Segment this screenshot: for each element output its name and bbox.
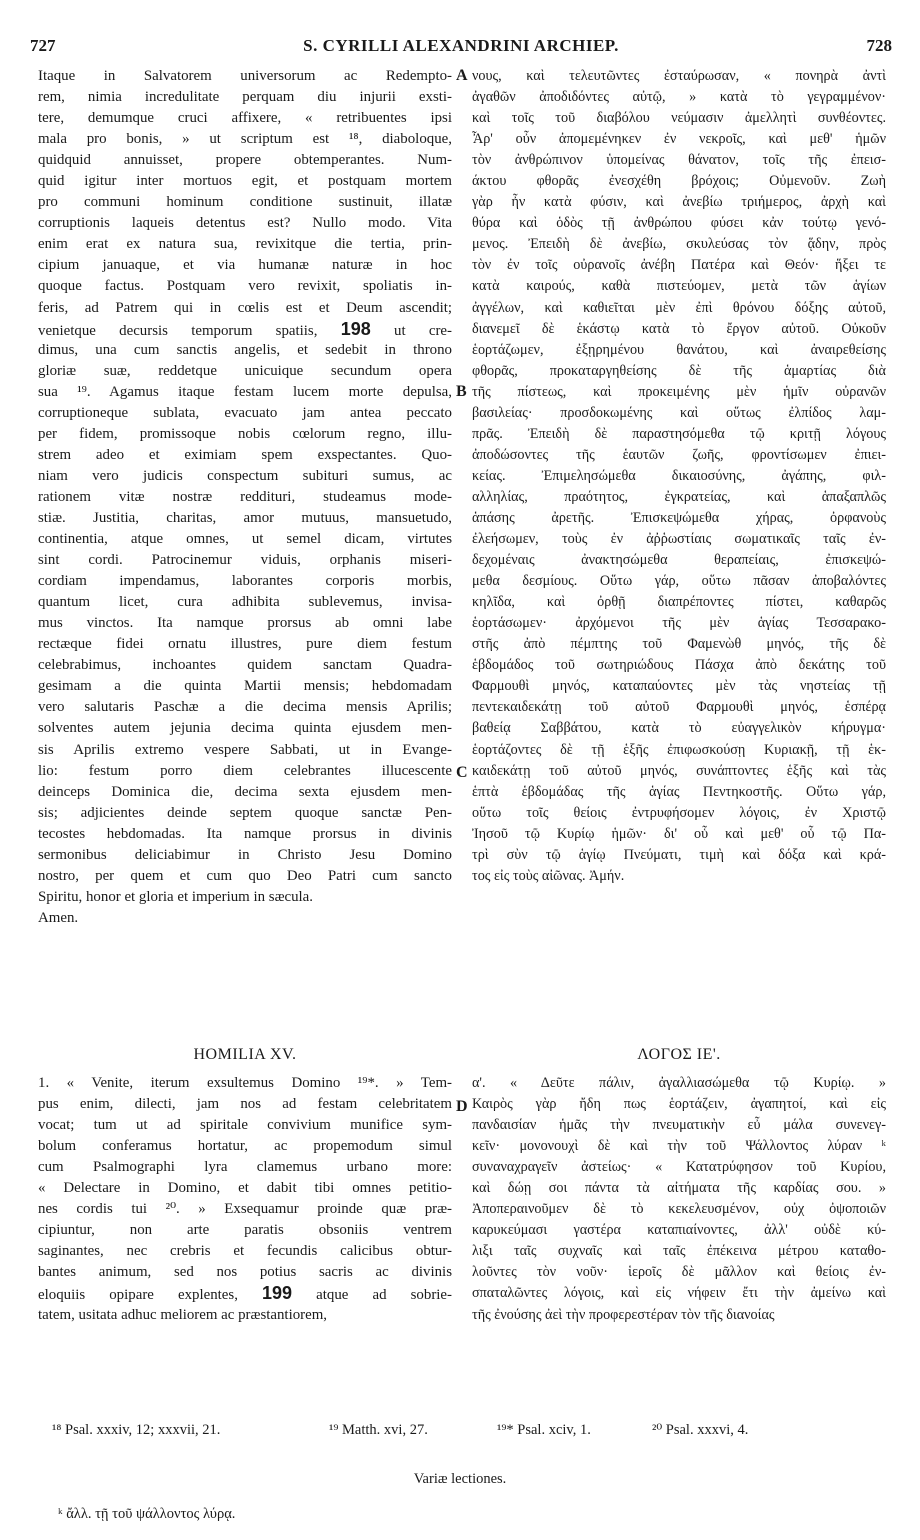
text-line: niam vero judicis conspectum subituri sumus, ac	[38, 467, 452, 484]
text-line: deinceps Dominica die, decima sexta ejusdem men-	[38, 783, 452, 800]
section-marker-c: C	[456, 764, 468, 781]
text-line: cipium januaque, et via humanæ naturæ in hoc	[38, 257, 452, 274]
text-line: φθορᾶς, προκαταργηθείσης δὲ τῆς ἁμαρτίας διὰ	[472, 362, 886, 379]
footnotes	[52, 1422, 892, 1444]
text-line: ἑορτάζωμεν, ἐξῃρημένου θανάτου, καὶ ἀναιρεθείσης	[472, 341, 886, 358]
text-line: οὕτω τοῖς θείοις ἐντρυφήσομεν λόγοις, ἐν Χριστῷ	[472, 804, 886, 821]
section-marker-a: A	[456, 67, 468, 84]
variae-lectiones-heading: Variæ lectiones.	[413, 1471, 507, 1487]
text-line: τῆς πίστεως, καὶ προκειμένης μὲν ἡμῖν οὐρανῶν	[472, 383, 886, 400]
text-line: μενος. Ἐπειδὴ δὲ ἀνεβίω, σκυλεύσας τὸν ᾅδην, πρὸς	[472, 236, 886, 253]
greek-column-bottom	[472, 1073, 886, 1326]
text-line: πεντεκαιδεκάτῃ τοῦ αὐτοῦ Φαρμουθὶ μηνός, ἑσπέρᾳ	[472, 699, 886, 716]
text-line: stiæ. Justitia, charitas, amor mutuus, mansuetudo,	[38, 509, 452, 526]
text-line: pro communi hominum conditione sustinuit, illatæ	[38, 194, 452, 211]
text-line: βασιλείας· προσδοκωμένης καὶ οὕτως ἐλπίδος λαμ-	[472, 404, 886, 421]
text-line: στῆς ἀπὸ πέμπτης τοῦ Φαμενὼθ μηνός, τῆς δὲ	[472, 636, 886, 653]
text-line: nes cordis tui ²⁰. » Exsequamur proinde quæ præ-	[38, 1201, 452, 1218]
text-line: corruptionis laqueis detentus est? Nullo modo. Vita	[38, 215, 452, 232]
text-line: sint cordi. Patrocinemur viduis, orphanis miseri-	[38, 552, 452, 569]
text-line: venietque decursis temporum spatiis, 198 ut cre-	[38, 318, 452, 339]
text-line: κεῖν· μονονουχὶ δὲ καὶ τὴν τοῦ Ψάλλοντος λύραν ᵏ	[472, 1138, 886, 1155]
text-line: συναναχραγεῖν ἀστείως· « Κατατρύφησον τοῦ Κυρίου,	[472, 1159, 886, 1176]
text-line: « Delectare in Domino, et dabit tibi omnes petitio-	[38, 1180, 452, 1197]
text-line: quidquid annuisset, propere obtemperantes. Num-	[38, 152, 452, 169]
text-line: μεθα δεσμίους. Οὕτω γάρ, οὕτω πᾶσαν ἀποβαλόντες	[472, 573, 886, 590]
text-line: ἀποδώσοντες τῆς ἑαυτῶν ζωῆς, φροντίσωμεν ἐπιει-	[472, 446, 886, 463]
text-line: ἑορτάσωμεν· ἀρχόμενοι τῆς μὲν ἁγίας Τεσσαρακο-	[472, 615, 886, 632]
text-line: eloquiis opipare explentes, 199 atque ad sobrie-	[38, 1283, 452, 1304]
text-line: gesimam a die quinta Martii mensis; hebdomadam	[38, 678, 452, 695]
text-line: vero salutaris Paschæ a die decima mensis Aprilis;	[38, 699, 452, 716]
text-line: τὸν ἀνθρώπινον ὑπομείνας θάνατον, τοῖς τῆς ἐπεισ-	[472, 152, 886, 169]
text-line: κατὰ καιρούς, καθὰ πιστεύομεν, μετὰ τῶν ἁγίων	[472, 278, 886, 295]
column-number: 199	[262, 1283, 293, 1304]
text-line: saginantes, nec crebris et fecundis calicibus obtur-	[38, 1243, 452, 1260]
text-line: νους, καὶ τελευτῶντες ἐσταύρωσαν, « πονηρὰ ἀντὶ	[472, 68, 886, 84]
text-line: quoque factus. Postquam vero revixit, spoliatis in-	[38, 278, 452, 295]
text-line: Ἆρ' οὖν ἀπομεμένηκεν ἐν νεκροῖς, καὶ μεθ' ἡμῶν	[472, 131, 886, 148]
text-line: bantes animum, sed nos potius sacris ac divinis	[38, 1264, 452, 1281]
text-line: tere, demumque cruci affixere, « retribuentes ipsi	[38, 110, 452, 127]
section-marker-b: B	[456, 383, 467, 400]
text-line: corruptioneque sublata, evacuato jam antea peccato	[38, 404, 452, 421]
text-line: καρυκεύμασι γαστέρα καταπιαίνοντες, ἀλλ' οὐδὲ κύ-	[472, 1222, 886, 1239]
section-marker-d: D	[456, 1098, 468, 1115]
text-line: Καιρὸς γὰρ ἤδη πως ἑορτάζειν, ἀγαπητοί, καὶ εἰς	[472, 1096, 886, 1113]
text-line: α'. « Δεῦτε πάλιν, ἀγαλλιασώμεθα τῷ Κυρίῳ. »	[472, 1075, 886, 1091]
text-line: λιξι ταῖς συχναῖς καὶ ταῖς ἐπέκεινα μέτρου καταθο-	[472, 1243, 886, 1260]
text-line: ἀγαθῶν ἀποδιδόντες αὐτῷ, » κατὰ τὸ γεγραμμένον·	[472, 89, 886, 106]
latin-column-bottom	[38, 1073, 452, 1326]
text-line: Itaque in Salvatorem universorum ac Redempto-	[38, 68, 452, 84]
text-line: ἑβδομάδος τοῦ σωτηριώδους Πάσχα ἀπὸ δεκάτης τοῦ	[472, 657, 886, 674]
text-line: θύρα καὶ ὁδὸς τῇ ἀνθρώπου φύσει κἀν τούτῳ γενό-	[472, 215, 886, 232]
text-line: continentia, atque omnes, ut semel dicam, virtutes	[38, 531, 452, 548]
text-line: άκτου φθορᾶς ἐνεσχέθη βρόχοις; Οὐμενοῦν. Ζωὴ	[472, 173, 886, 190]
text-line: bolum conferamus hortatur, ac propemodum simul	[38, 1138, 452, 1155]
text-line: τῆς ἐνούσης ἀεὶ τὴν προφερεστέραν τὸν τῆς διανοίας	[472, 1306, 775, 1323]
footnote-19-star: ¹⁹* Psal. xciv, 1.	[497, 1422, 591, 1438]
text-line: strem adeo et eximiam spem exspectantes. Quo-	[38, 446, 452, 463]
greek-column-top	[472, 66, 886, 887]
text-line: Spiritu, honor et gloria et imperium in sæcula.	[38, 888, 314, 905]
text-line: mala pro bonis, » ut scriptum est ¹⁸, diaboloque,	[38, 131, 452, 148]
text-line: διανεμεῖ δὲ ἑκάστῳ κατὰ τὸ ἔργον αὐτοῦ. Οὐκοῦν	[472, 320, 886, 337]
text-line: τρὶ σὺν τῷ ἁγίῳ Πνεύματι, τιμὴ καὶ δόξα καὶ κρά-	[472, 846, 886, 863]
text-line: rationem vitæ nostræ reddituri, studeamus mode-	[38, 488, 452, 505]
text-line: cipiuntur, non arte paratis obsoniis ventrem	[38, 1222, 452, 1239]
text-line: αλληλίας, πραότητος, ἐγκρατείας, καὶ ἁπαξαπλῶς	[472, 488, 886, 505]
text-line: tatem, usitata adhuc meliorem ac præstantiorem,	[38, 1306, 328, 1323]
text-line: sis; adjicientes deinde septem quoque sanctæ Pen-	[38, 804, 452, 821]
latin-column-top	[38, 66, 452, 929]
text-line: sis Aprilis extremo vespere Sabbati, ut in Evange-	[38, 741, 452, 758]
text-line: ἐλεήσωμεν, τοὺς ἐν ἀῤῥωστίαις σωματικαῖς ταῖς ἐν-	[472, 531, 886, 548]
text-line: πρᾶς. Ἐπειδὴ δὲ παραστησόμεθα τῷ κριτῇ λόγους	[472, 425, 886, 442]
text-line: mus vinctos. Ita namque prorsus ab omni labe	[38, 615, 452, 632]
text-line: lio: festum porro diem celebrantes illucescente	[38, 762, 452, 779]
page-number-right: 728	[866, 36, 892, 55]
footnote-20: ²⁰ Psal. xxxvi, 4.	[652, 1422, 749, 1438]
text-line: rem, nimia incredulitate perquam diu injurii exsti-	[38, 89, 452, 106]
text-line: ἁπάσης ἀρετῆς. Ἐπισκεψώμεθα χήρας, ὀρφανοὺς	[472, 509, 886, 526]
footnote-18: ¹⁸ Psal. xxxiv, 12; xxxvii, 21.	[52, 1422, 221, 1438]
text-line: celebrabimus, inchoantes quidem sanctam Quadra-	[38, 657, 452, 674]
text-line: quid igitur inter mortuos egit, et postquam mortem	[38, 173, 452, 190]
latin-homily-title: HOMILIA XV.	[193, 1046, 297, 1063]
text-line: καὶ τοῖς τοῦ διαβόλου νεύμασιν ἀμελλητὶ συνθέοντες.	[472, 110, 886, 127]
text-line: rectæque fidei ornatu illustres, pure diem festum	[38, 636, 452, 653]
text-line: tecostes hebdomadas. Ita namque prorsus in divinis	[38, 825, 452, 842]
text-line: τὸν ἐν τοῖς οὐρανοῖς ἀνέβη Πατέρα καὶ Θεόν· ἥξει τε	[472, 257, 886, 274]
text-line: γὰρ ἦν κατὰ φύσιν, καὶ ἀνεβίω τριήμερος, ἀρχὴ καὶ	[472, 194, 886, 211]
text-line: καιδεκάτῃ τοῦ αὐτοῦ μηνός, συνάπτοντες ἑξῆς καὶ τὰς	[472, 762, 886, 779]
text-line: solventes autem jejunia decima quinta ejusdem men-	[38, 720, 452, 737]
text-line: cordiam impendamus, laborantes corporis morbis,	[38, 573, 452, 590]
text-line: ἑορτάζοντες δὲ τῇ ἑξῆς ἐπιφωσκούσῃ Κυριακῇ, τῇ ἑκ-	[472, 741, 886, 758]
page-number-left: 727	[30, 36, 56, 55]
text-line: per fidem, promissoque nobis cœlorum regno, illu-	[38, 425, 452, 442]
text-line: gloriæ suæ, reddetque unicuique secundum opera	[38, 362, 452, 379]
running-title: S. CYRILLI ALEXANDRINI ARCHIEP.	[303, 36, 619, 55]
text-line: Ἀποπεραινοῦμεν δὲ τὸ κεκελευσμένον, οὐχ ὀψοποιῶν	[472, 1201, 886, 1218]
variant-reading: ᵏ ἄλλ. τῇ τοῦ ψάλλοντος λύρᾳ.	[58, 1506, 236, 1522]
text-line: nostro, per quem et cum quo Deo Patri cum sancto	[38, 867, 452, 884]
text-line: ἑπτὰ ἑβδομάδας τῆς ἁγίας Πεντηκοστῆς. Οὕτω γάρ,	[472, 783, 886, 800]
text-line: καὶ δώῃ σοι πάντα τὰ αἰτήματα τῆς καρδίας σου. »	[472, 1180, 886, 1197]
text-line: Ἰησοῦ τῷ Κυρίῳ ἡμῶν· δι' οὗ καὶ μεθ' οὗ τῷ Πα-	[472, 825, 886, 842]
page-header	[30, 36, 892, 60]
greek-homily-title: ΛΟΓΟΣ ΙΕ'.	[637, 1046, 721, 1063]
text-line: dimus, una cum sanctis angelis, et sedebit in throno	[38, 341, 452, 358]
text-line: τος εἰς τοὺς αἰῶνας. Ἀμήν.	[472, 867, 625, 884]
text-line: δεχομέναις ἀνακτησώμεθα θεραπείαις, ἐπισκεψώ-	[472, 552, 886, 569]
text-line: βαθείᾳ Σαββάτου, κατὰ τὸ εὐαγγελικὸν κήρυγμα·	[472, 720, 886, 737]
text-line: vocat; tum ut ad spiritale convivium munifice sym-	[38, 1117, 452, 1134]
text-line: Φαρμουθὶ μηνός, καταπαύοντες μὲν τὰς νηστείας τῇ	[472, 678, 886, 695]
text-line: 1. « Venite, iterum exsultemus Domino ¹⁹*. » Tem-	[38, 1075, 452, 1091]
text-line: λοῦντες τὸν νοῦν· ἱεροῖς δὲ μᾶλλον καὶ θείοις ἐν-	[472, 1264, 886, 1281]
text-line: feris, ad Patrem qui in cœlis est et Deum ascendit;	[38, 299, 452, 316]
text-line: enim erat ex natura sua, revixitque die tertia, prin-	[38, 236, 452, 253]
text-line: sermonibus deliciabimur in Christo Jesu Domino	[38, 846, 452, 863]
text-line: quantum licet, cura adhibita sublevemus, invisa-	[38, 594, 452, 611]
text-line: pus enim, dilecti, jam nos ad festam celebritatem	[38, 1096, 452, 1113]
text-line: Amen.	[38, 909, 79, 926]
footnote-19: ¹⁹ Matth. xvi, 27.	[329, 1422, 428, 1438]
text-line: σπαταλῶντες λόγοις, καὶ εἰς νήφειν ἔτι τὴν ἀμείνω καὶ	[472, 1285, 886, 1302]
text-line: sua ¹⁹. Agamus itaque festam lucem morte depulsa,	[38, 383, 452, 400]
text-line: κείας. Ἐπιμελησώμεθα δικαιοσύνης, ἀγάπης, φιλ-	[472, 467, 886, 484]
column-number: 198	[340, 318, 371, 339]
text-line: πανδαισίαν ἡμᾶς τὴν πνευματικὴν εὖ μάλα συνενεγ-	[472, 1117, 886, 1134]
text-line: cum Psalmographi lyra clamemus urbano more:	[38, 1159, 452, 1176]
text-line: ἀγγέλων, καὶ καθιεῖται μὲν ἐπὶ θρόνου δόξης αὐτοῦ,	[472, 299, 886, 316]
text-line: κηλῖδα, καὶ ὀρθῇ διαπρέποντες πίστει, καθαρῶς	[472, 594, 886, 611]
